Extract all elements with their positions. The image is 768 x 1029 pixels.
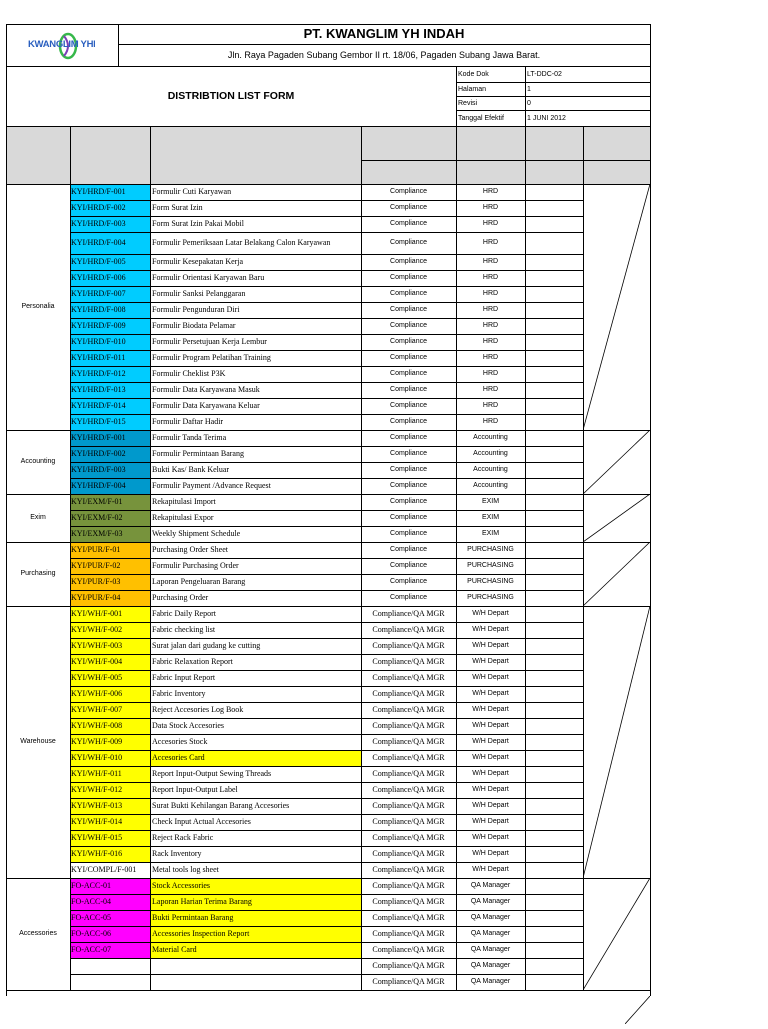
master-dok: Compliance <box>390 274 427 281</box>
doc-number: FO-ACC-04 <box>71 897 112 906</box>
doc-title: Formulir Cuti Karyawan <box>152 187 232 196</box>
doc-title: Accesories Card <box>152 753 205 762</box>
master-dok: Compliance <box>390 466 427 473</box>
doc-number: KYI/COMPL/F-001 <box>71 865 137 874</box>
copy-1: HRD <box>482 418 499 425</box>
master-dok: Compliance <box>390 402 427 409</box>
doc-number: FO-ACC-01 <box>71 881 112 890</box>
copy-1: HRD <box>482 220 499 227</box>
signature-slash <box>583 184 650 430</box>
doc-number: KYI/HRD/F-015 <box>71 417 126 426</box>
doc-number: KYI/PUR/F-02 <box>71 561 121 570</box>
grid-line <box>150 126 151 184</box>
doc-number: KYI/WH/F-006 <box>71 689 123 698</box>
doc-number: KYI/PUR/F-01 <box>71 545 121 554</box>
master-dok: Compliance/QA MGR <box>372 641 445 650</box>
doc-title: Formulir Kesepakatan Kerja <box>152 257 244 266</box>
grid-line <box>70 126 71 184</box>
doc-title: Surat Bukti Kehilangan Barang Accesories <box>152 801 290 810</box>
master-dok: Compliance <box>390 204 427 211</box>
copy-1: PURCHASING <box>467 546 514 553</box>
copy-1: PURCHASING <box>467 594 514 601</box>
doc-number: KYI/WH/F-010 <box>71 753 123 762</box>
grid-line <box>6 126 650 127</box>
company-address: Jln. Raya Pagaden Subang Gembor II rt. 18/06, Pagaden Subang Jawa Barat. <box>227 50 541 60</box>
grid-line <box>525 126 526 184</box>
copy-1: W/H Depart <box>472 626 509 633</box>
doc-number: KYI/WH/F-009 <box>71 737 123 746</box>
master-dok: Compliance/QA MGR <box>372 945 445 954</box>
master-dok: Compliance <box>390 188 427 195</box>
copy-1: HRD <box>482 274 499 281</box>
doc-number: FO-ACC-05 <box>71 913 112 922</box>
grid-line <box>70 184 71 990</box>
master-dok: Compliance <box>390 306 427 313</box>
meta-value: 1 JUNI 2012 <box>527 115 566 122</box>
master-dok: Compliance <box>390 578 427 585</box>
copy-1: QA Manager <box>470 882 511 889</box>
master-dok: Compliance/QA MGR <box>372 849 445 858</box>
meta-value: 0 <box>527 100 531 107</box>
meta-label: Halaman <box>458 86 487 93</box>
doc-title: Accesories Stock <box>152 737 208 746</box>
doc-title: Form Surat Izin <box>152 203 203 212</box>
doc-number: KYI/HRD/F-001 <box>71 433 126 442</box>
master-dok: Compliance <box>390 546 427 553</box>
doc-title: Fabric Relaxation Report <box>152 657 233 666</box>
signature-slash <box>583 606 650 878</box>
doc-title: Formulir Permintaan Barang <box>152 449 244 458</box>
doc-title: Laporan Harian Terima Barang <box>152 897 252 906</box>
doc-title: Fabric Input Report <box>152 673 216 682</box>
doc-title: Formulir Sanksi Pelanggaran <box>152 289 246 298</box>
header-band <box>6 126 650 184</box>
doc-number: KYI/WH/F-005 <box>71 673 123 682</box>
master-dok: Compliance/QA MGR <box>372 913 445 922</box>
copy-1: HRD <box>482 290 499 297</box>
master-dok: Compliance <box>390 482 427 489</box>
signature-slash <box>583 878 650 990</box>
department-name: Exim <box>30 514 46 521</box>
grid-line <box>118 44 650 45</box>
copy-1: HRD <box>482 188 499 195</box>
master-dok: Compliance/QA MGR <box>372 785 445 794</box>
doc-number: KYI/HRD/F-008 <box>71 305 126 314</box>
signature-slash <box>583 430 650 494</box>
master-dok: Compliance/QA MGR <box>372 689 445 698</box>
doc-title: Bukti Permintaan Barang <box>152 913 234 922</box>
doc-title: Formulir Payment /Advance Request <box>152 481 271 490</box>
doc-title: Fabric Inventory <box>152 689 206 698</box>
doc-title: Laporan Pengeluaran Barang <box>152 577 246 586</box>
copy-1: W/H Depart <box>472 706 509 713</box>
master-dok: Compliance <box>390 530 427 537</box>
doc-title <box>152 958 360 974</box>
copy-1: W/H Depart <box>472 770 509 777</box>
doc-title: Accessories Inspection Report <box>152 929 250 938</box>
doc-title: Formulir Pemeriksaan Latar Belakang Calon Karyawan <box>152 238 331 247</box>
copy-1: HRD <box>482 258 499 265</box>
meta-label: Revisi <box>458 100 478 107</box>
doc-number: KYI/HRD/F-011 <box>71 353 126 362</box>
master-dok: Compliance/QA MGR <box>372 737 445 746</box>
master-dok: Compliance <box>390 338 427 345</box>
doc-number: KYI/HRD/F-007 <box>71 289 126 298</box>
doc-title: Report Input-Output Sewing Threads <box>152 769 272 778</box>
doc-number: KYI/HRD/F-009 <box>71 321 126 330</box>
doc-title: Metal tools log sheet <box>152 865 219 874</box>
doc-number: KYI/EXM/F-03 <box>71 529 123 538</box>
doc-title: Rekapitulasi Expor <box>152 513 214 522</box>
doc-number: KYI/WH/F-015 <box>71 833 123 842</box>
copy-1: W/H Depart <box>472 818 509 825</box>
doc-number <box>71 958 150 974</box>
doc-title: Fabric Daily Report <box>152 609 216 618</box>
copy-1: QA Manager <box>470 978 511 985</box>
doc-title: Formulir Data Karyawana Masuk <box>152 385 260 394</box>
doc-number: KYI/HRD/F-004 <box>71 481 126 490</box>
copy-1: W/H Depart <box>472 722 509 729</box>
doc-number: KYI/WH/F-002 <box>71 625 123 634</box>
doc-number: KYI/EXM/F-01 <box>71 497 123 506</box>
master-dok: Compliance/QA MGR <box>372 769 445 778</box>
grid-line <box>6 24 650 25</box>
doc-title: Material Card <box>152 945 197 954</box>
master-dok: Compliance/QA MGR <box>372 865 445 874</box>
master-dok: Compliance <box>390 370 427 377</box>
grid-line <box>150 184 151 990</box>
doc-title: Weekly Shipment Schedule <box>152 529 241 538</box>
doc-title: Reject Rack Fabric <box>152 833 214 842</box>
copy-1: HRD <box>482 239 499 246</box>
copy-1: W/H Depart <box>472 802 509 809</box>
grid-line <box>361 126 362 160</box>
copy-1: W/H Depart <box>472 850 509 857</box>
doc-title <box>152 974 360 990</box>
master-dok: Compliance/QA MGR <box>372 657 445 666</box>
master-dok: Compliance/QA MGR <box>372 801 445 810</box>
master-dok: Compliance <box>390 239 427 246</box>
meta-label: Kode Dok <box>458 71 489 78</box>
doc-title: Form Surat Izin Pakai Mobil <box>152 219 244 228</box>
grid-line <box>583 184 584 990</box>
grid-line <box>456 184 457 990</box>
doc-number: KYI/HRD/F-005 <box>71 257 126 266</box>
department-name: Warehouse <box>20 738 56 745</box>
copy-1: HRD <box>482 354 499 361</box>
doc-title: Formulir Pengunduran Diri <box>152 305 240 314</box>
doc-number: KYI/HRD/F-013 <box>71 385 126 394</box>
doc-title: Formulir Orientasi Karyawan Baru <box>152 273 265 282</box>
master-dok: Compliance/QA MGR <box>372 897 445 906</box>
copy-1: HRD <box>482 204 499 211</box>
doc-number: KYI/HRD/F-014 <box>71 401 126 410</box>
grid-line <box>583 990 650 991</box>
grid-line <box>118 24 119 66</box>
doc-number: KYI/EXM/F-02 <box>71 513 123 522</box>
signature-slash <box>583 494 650 542</box>
logo-text: KWANGLIM YHI <box>28 39 96 50</box>
master-dok: Compliance/QA MGR <box>372 753 445 762</box>
grid-line <box>70 990 583 991</box>
copy-1: PURCHASING <box>467 578 514 585</box>
copy-1: W/H Depart <box>472 738 509 745</box>
doc-title: Formulir Tanda Terima <box>152 433 227 442</box>
master-dok: Compliance <box>390 418 427 425</box>
master-dok: Compliance/QA MGR <box>372 977 445 986</box>
doc-title: Fabric checking list <box>152 625 216 634</box>
copy-1: Accounting <box>473 450 508 457</box>
copy-1: QA Manager <box>470 914 511 921</box>
master-dok: Compliance <box>390 220 427 227</box>
doc-title: Formulir Purchasing Order <box>152 561 239 570</box>
copy-1: Accounting <box>473 466 508 473</box>
signature-slash <box>625 996 650 1024</box>
copy-1: W/H Depart <box>472 642 509 649</box>
master-dok: Compliance <box>390 386 427 393</box>
doc-title: Reject Accesories Log Book <box>152 705 244 714</box>
copy-1: EXIM <box>481 498 500 505</box>
doc-title: Formulir Cheklist P3K <box>152 369 226 378</box>
master-dok: Compliance/QA MGR <box>372 817 445 826</box>
doc-title: Formulir Daftar Hadir <box>152 417 224 426</box>
doc-title: Surat jalan dari gudang ke cutting <box>152 641 261 650</box>
doc-number: KYI/HRD/F-006 <box>71 273 126 282</box>
signature-slash <box>583 542 650 606</box>
copy-1: QA Manager <box>470 930 511 937</box>
department-name: Accessories <box>19 930 57 937</box>
copy-1: W/H Depart <box>472 674 509 681</box>
copy-1: QA Manager <box>470 898 511 905</box>
doc-number: KYI/WH/F-008 <box>71 721 123 730</box>
doc-number: KYI/PUR/F-03 <box>71 577 121 586</box>
grid-line <box>456 126 457 184</box>
master-dok: Compliance <box>390 322 427 329</box>
doc-number: KYI/HRD/F-012 <box>71 369 126 378</box>
master-dok: Compliance/QA MGR <box>372 609 445 618</box>
master-dok: Compliance <box>390 258 427 265</box>
company-logo <box>22 30 102 62</box>
doc-title: Bukti Kas/ Bank Keluar <box>152 465 230 474</box>
doc-title: Formulir Data Karyawana Keluar <box>152 401 260 410</box>
master-dok: Compliance <box>390 562 427 569</box>
doc-number: KYI/WH/F-011 <box>71 769 122 778</box>
company-name: PT. KWANGLIM YH INDAH <box>303 26 465 41</box>
doc-number: KYI/WH/F-014 <box>71 817 123 826</box>
doc-title: Rekapitulasi Import <box>152 497 216 506</box>
doc-number: KYI/HRD/F-003 <box>71 465 126 474</box>
copy-1: PURCHASING <box>467 562 514 569</box>
copy-1: W/H Depart <box>472 690 509 697</box>
copy-1: QA Manager <box>470 962 511 969</box>
master-dok: Compliance/QA MGR <box>372 929 445 938</box>
master-dok: Compliance <box>390 354 427 361</box>
meta-label: Tanggal Efektif <box>458 115 504 122</box>
doc-title: Formulir Program Pelatihan Training <box>152 353 271 362</box>
master-dok: Compliance <box>390 450 427 457</box>
doc-number: KYI/HRD/F-002 <box>71 449 126 458</box>
copy-1: HRD <box>482 370 499 377</box>
master-dok: Compliance <box>390 498 427 505</box>
doc-number: KYI/WH/F-007 <box>71 705 123 714</box>
master-dok: Compliance/QA MGR <box>372 881 445 890</box>
doc-number: KYI/HRD/F-002 <box>71 203 126 212</box>
doc-number: KYI/PUR/F-04 <box>71 593 121 602</box>
copy-1: W/H Depart <box>472 754 509 761</box>
doc-number: KYI/WH/F-001 <box>71 609 123 618</box>
master-dok: Compliance/QA MGR <box>372 705 445 714</box>
master-dok: Compliance <box>390 434 427 441</box>
copy-1: HRD <box>482 322 499 329</box>
copy-1: HRD <box>482 338 499 345</box>
copy-1: Accounting <box>473 434 508 441</box>
master-dok: Compliance <box>390 594 427 601</box>
doc-number: FO-ACC-06 <box>71 929 112 938</box>
form-title: DISTRIBTION LIST FORM <box>167 90 295 102</box>
master-dok: Compliance/QA MGR <box>372 625 445 634</box>
department-name: Purchasing <box>20 570 56 577</box>
doc-number: KYI/WH/F-003 <box>71 641 123 650</box>
master-dok: Compliance/QA MGR <box>372 673 445 682</box>
master-dok: Compliance <box>390 514 427 521</box>
grid-line <box>525 184 526 990</box>
doc-number: KYI/HRD/F-010 <box>71 337 126 346</box>
grid-line <box>650 24 651 996</box>
copy-1: W/H Depart <box>472 786 509 793</box>
doc-number: KYI/WH/F-012 <box>71 785 123 794</box>
department-name: Accounting <box>20 458 56 465</box>
doc-title: Formulir Persetujuan Kerja Lembur <box>152 337 267 346</box>
copy-1: HRD <box>482 386 499 393</box>
doc-number <box>71 974 150 990</box>
grid-line <box>6 990 70 991</box>
doc-title: Rack Inventory <box>152 849 202 858</box>
doc-number: KYI/HRD/F-003 <box>71 219 126 228</box>
doc-title: Stock Accessories <box>152 881 210 890</box>
copy-1: EXIM <box>481 514 500 521</box>
doc-title: Data Stock Accesories <box>152 721 224 730</box>
master-dok: Compliance/QA MGR <box>372 833 445 842</box>
copy-1: W/H Depart <box>472 834 509 841</box>
master-dok: Compliance/QA MGR <box>372 961 445 970</box>
doc-number: FO-ACC-07 <box>71 945 112 954</box>
grid-line <box>583 126 584 184</box>
master-dok: Compliance <box>390 290 427 297</box>
doc-title: Purchasing Order <box>152 593 209 602</box>
doc-number: KYI/HRD/F-004 <box>71 238 126 247</box>
meta-value: 1 <box>527 86 531 93</box>
master-dok: Compliance/QA MGR <box>372 721 445 730</box>
doc-number: KYI/WH/F-016 <box>71 849 123 858</box>
copy-1: HRD <box>482 306 499 313</box>
doc-number: KYI/WH/F-004 <box>71 657 123 666</box>
doc-number: KYI/WH/F-013 <box>71 801 123 810</box>
copy-1: HRD <box>482 402 499 409</box>
department-name: Personalia <box>21 303 55 310</box>
copy-1: Accounting <box>473 482 508 489</box>
grid-line <box>361 160 650 161</box>
grid-line <box>361 184 362 990</box>
doc-title: Formulir Biodata Pelamar <box>152 321 236 330</box>
copy-1: W/H Depart <box>472 658 509 665</box>
doc-title: Check Input Actual Accesories <box>152 817 251 826</box>
doc-title: Report Input-Output Label <box>152 785 238 794</box>
doc-number: KYI/HRD/F-001 <box>71 187 126 196</box>
copy-1: W/H Depart <box>472 866 509 873</box>
copy-1: EXIM <box>481 530 500 537</box>
copy-1: QA Manager <box>470 946 511 953</box>
doc-title: Purchasing Order Sheet <box>152 545 228 554</box>
copy-1: W/H Depart <box>472 610 509 617</box>
meta-value: LT-DDC-02 <box>527 71 562 78</box>
